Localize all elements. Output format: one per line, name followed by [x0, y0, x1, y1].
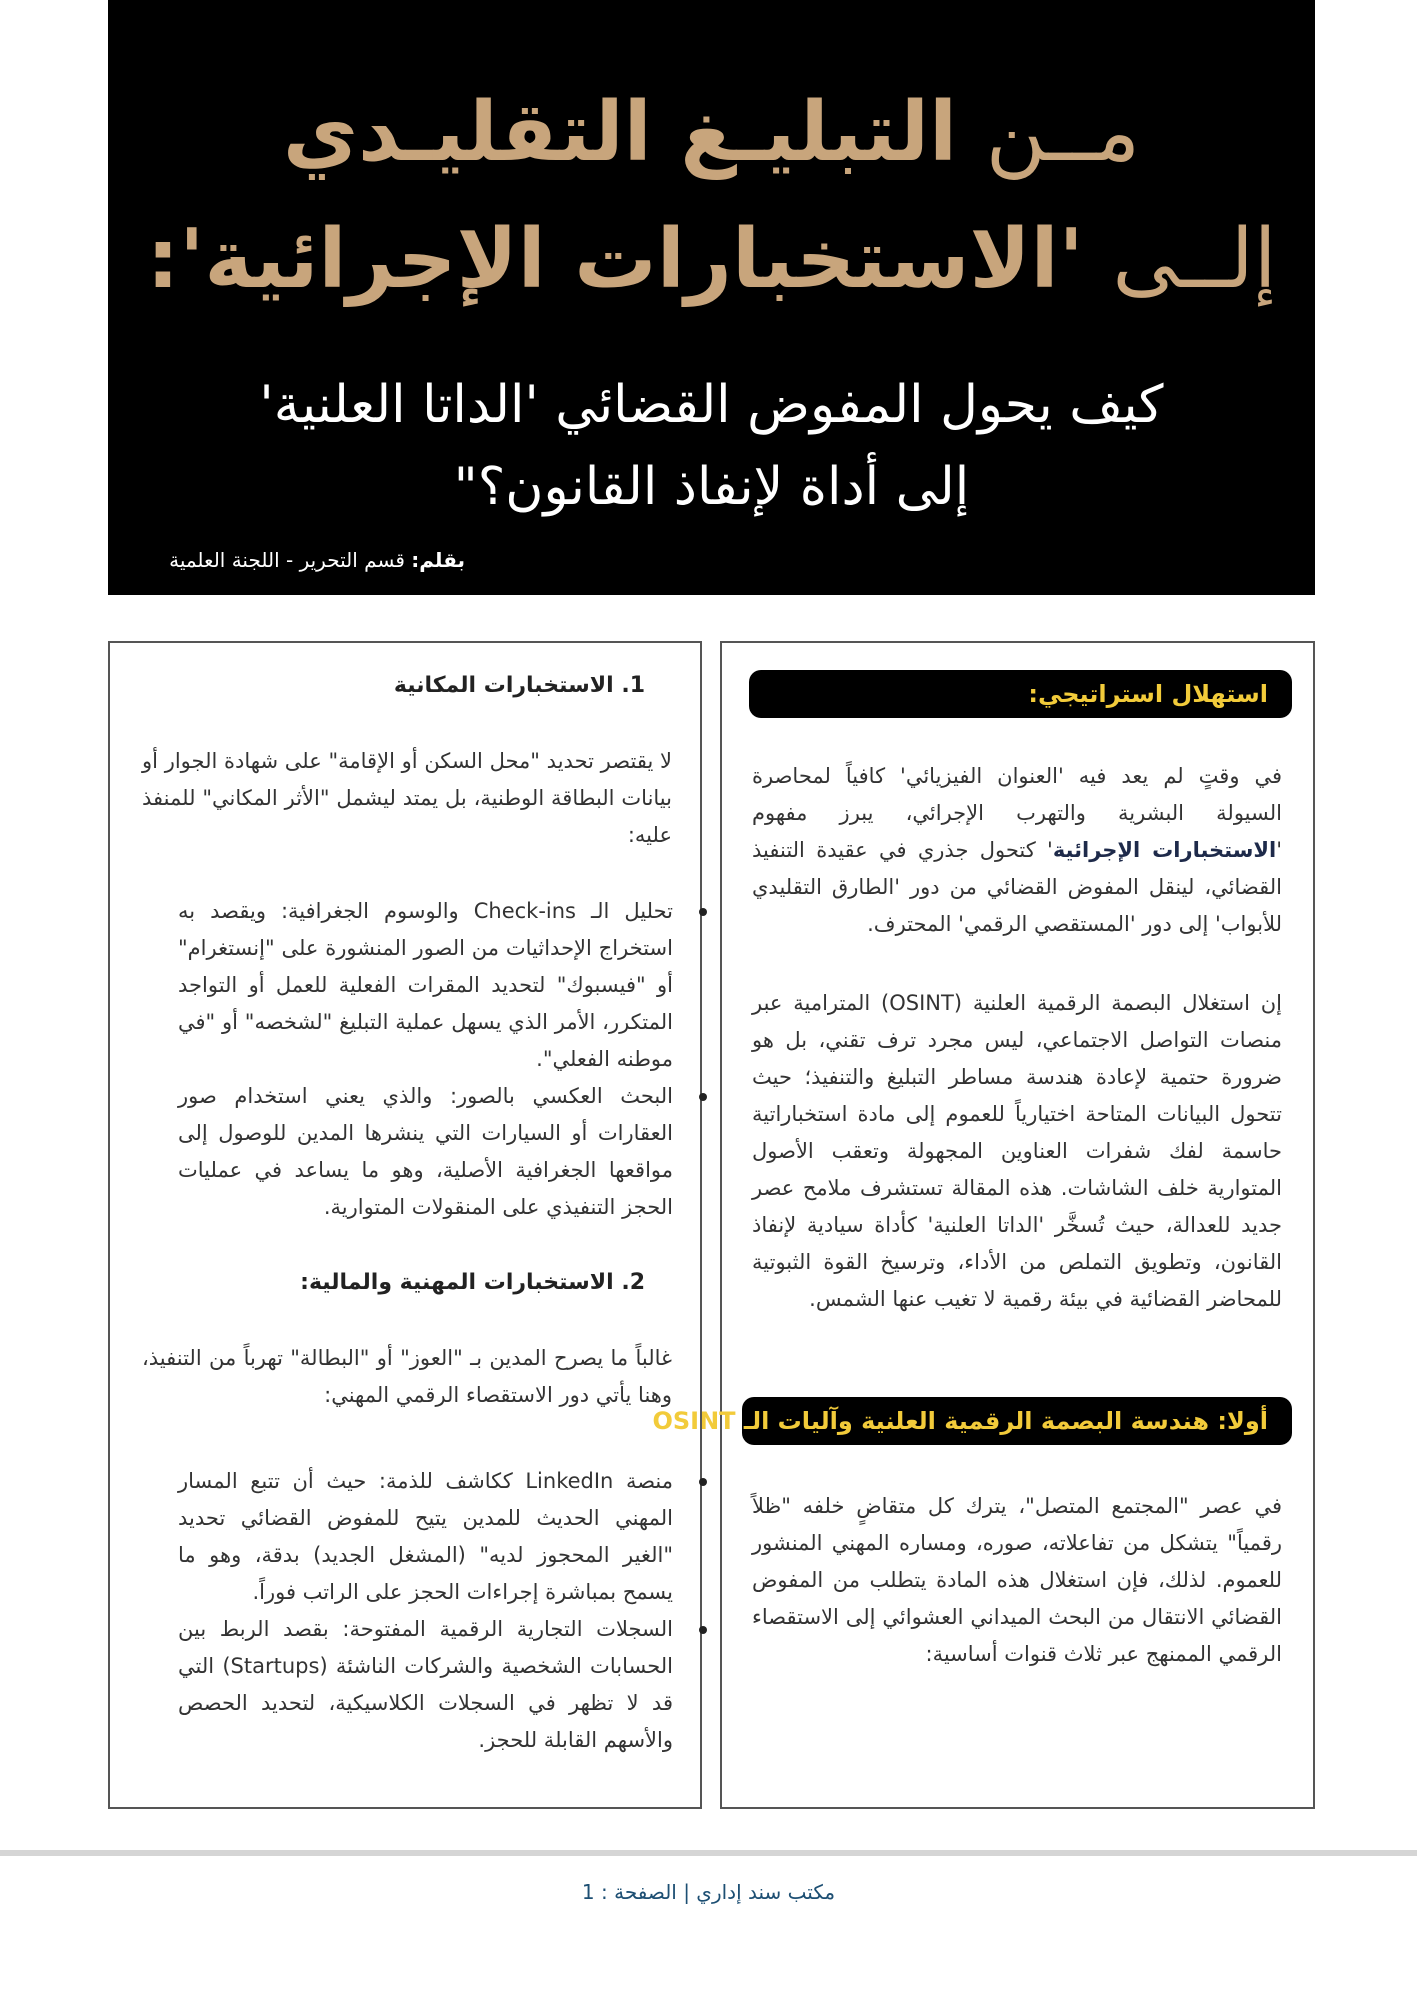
intro-text-after: ' كتحول جذري في عقيدة التنفيذ القضائي، لينقل المفوض القضائي من دور 'الطارق التقليدي للأبواب' إلى دور 'المستقصي الرقمي' المحترف.	[752, 838, 1282, 936]
list-item	[178, 1078, 673, 1226]
professional-bullet-list	[178, 1463, 673, 1759]
title-line-2-main: 'الاستخبارات الإجرائية':	[146, 212, 1084, 307]
list-item-text: منصة LinkedIn ككاشف للذمة: حيث أن تتبع المسار المهني الحديث للمدين يتيح للمفوض القضائي تحديد "الغير المحجوز لديه" (المشغل الجديد) بدقة، وهو ما يسمح بمباشرة إجراءات الحجز على الراتب فوراً.	[178, 1469, 674, 1604]
bullet-icon	[699, 1093, 707, 1101]
right-column	[652, 641, 1315, 1809]
title-line-1	[108, 78, 1315, 188]
list-item-text: البحث العكسي بالصور: والذي يعني استخدام صور العقارات أو السيارات التي ينشرها المدين للوصول إلى مواقعها الجغرافية الأصلية، وهو ما يساعد في عمليات الحجز التنفيذي على المنقولات المتوارية.	[178, 1084, 673, 1219]
intro-paragraph-1	[752, 758, 1282, 943]
list-item	[178, 893, 673, 1078]
left-column	[108, 641, 702, 1809]
footer-page-label: مكتب سند إداري | الصفحة : 1	[581, 1880, 836, 1904]
byline	[169, 548, 465, 572]
osint-paragraph: في عصر "المجتمع المتصل"، يترك كل متقاضٍ خلفه "ظلاً رقمياً" يتشكل من تفاعلاته، صوره، ومساره المهني المنشور للعموم. لذلك، فإن استغلال هذه المادة يتطلب من المفوض القضائي الانتقال من البحث الميداني العشوائي إلى الاستقصاء الرقمي الممنهج عبر ثلاث قنوات أساسية:	[752, 1494, 1282, 1666]
title-line-1-main: التبليـغ التقليـدي	[282, 85, 958, 180]
spatial-bullet-list	[178, 893, 673, 1226]
list-item-text: تحليل الـ Check-ins والوسوم الجغرافية: ويقصد به استخراج الإحداثيات من الصور المنشورة على "إنستغرام" أو "فيسبوك" لتحديد المقرات الفعلية للعمل أو التواجد المتكرر، الأمر الذي يسهل عملية التبليغ "لشخصه" أو "في موطنه الفعلي".	[178, 899, 673, 1071]
bullet-icon	[699, 908, 707, 916]
intro-text-before: في وقتٍ لم يعد فيه 'العنوان الفيزيائي' كافياً لمحاصرة السيولة البشرية والتهرب الإجرائي، يبرز مفهوم '	[752, 764, 1282, 862]
list-item	[178, 1463, 673, 1611]
bullet-icon	[699, 1626, 707, 1634]
section-banner-osint: أولا: هندسة البصمة الرقمية العلنية وآليات الـ OSINT	[742, 1397, 1292, 1445]
section-banner-intro: استهلال استراتيجي:	[749, 670, 1292, 718]
title-line-1-prefix: مــن	[985, 85, 1141, 180]
professional-paragraph: غالباً ما يصرح المدين بـ "العوز" أو "البطالة" تهرباً من التنفيذ، وهنا يأتي دور الاستقصاء الرقمي المهني:	[142, 1346, 672, 1407]
footer-divider	[0, 1850, 1417, 1856]
list-item-text: السجلات التجارية الرقمية المفتوحة: بقصد الربط بين الحسابات الشخصية والشركات الناشئة (Startups) التي قد لا تظهر في السجلات الكلاسيكية، لتحديد الحصص والأسهم القابلة للحجز.	[178, 1617, 673, 1752]
intro-highlight: الاستخبارات الإجرائية	[1052, 838, 1277, 862]
byline-label: بقلم:	[411, 548, 465, 572]
spatial-paragraph: لا يقتصر تحديد "محل السكن أو الإقامة" على شهادة الجوار أو بيانات البطاقة الوطنية، بل يمتد ليشمل "الأثر المكاني" للمنفذ عليه:	[142, 749, 672, 847]
bullet-icon	[699, 1478, 707, 1486]
hero-banner	[108, 0, 1315, 595]
intro-paragraph-2: إن استغلال البصمة الرقمية العلنية (OSINT) المترامية عبر منصات التواصل الاجتماعي، ليس مجرد ترف تقني، بل هو ضرورة حتمية لإعادة هندسة مساطر التبليغ والتنفيذ؛ حيث تتحول البيانات المتاحة اختيارياً للعموم إلى مادة استخباراتية حاسمة لفك شفرات العناوين المجهولة وتعقب الأصول المتوارية خلف الشاشات. هذه المقالة تستشرف ملامح عصر جديد للعدالة، حيث تُسخَّر 'الداتا العلنية' كأداة سيادية لإنفاذ القانون، وتطويق التملص من الأداء، وترسيخ القوة الثبوتية للمحاضر القضائية في بيئة رقمية لا تغيب عنها الشمس.	[752, 991, 1282, 1311]
title-line-2	[108, 205, 1315, 315]
heading-professional-intelligence: 2. الاستخبارات المهنية والمالية:	[300, 1270, 645, 1295]
title-line-2-prefix: إلــى	[1112, 212, 1277, 307]
heading-spatial-intelligence: 1. الاستخبارات المكانية	[393, 673, 645, 698]
byline-text: قسم التحرير - اللجنة العلمية	[169, 548, 405, 572]
subtitle-line-1: كيف يحول المفوض القضائي 'الداتا العلنية'	[259, 375, 1164, 435]
list-item	[178, 1611, 673, 1759]
subtitle-line-2: إلى أداة لإنفاذ القانون؟"	[453, 457, 970, 517]
